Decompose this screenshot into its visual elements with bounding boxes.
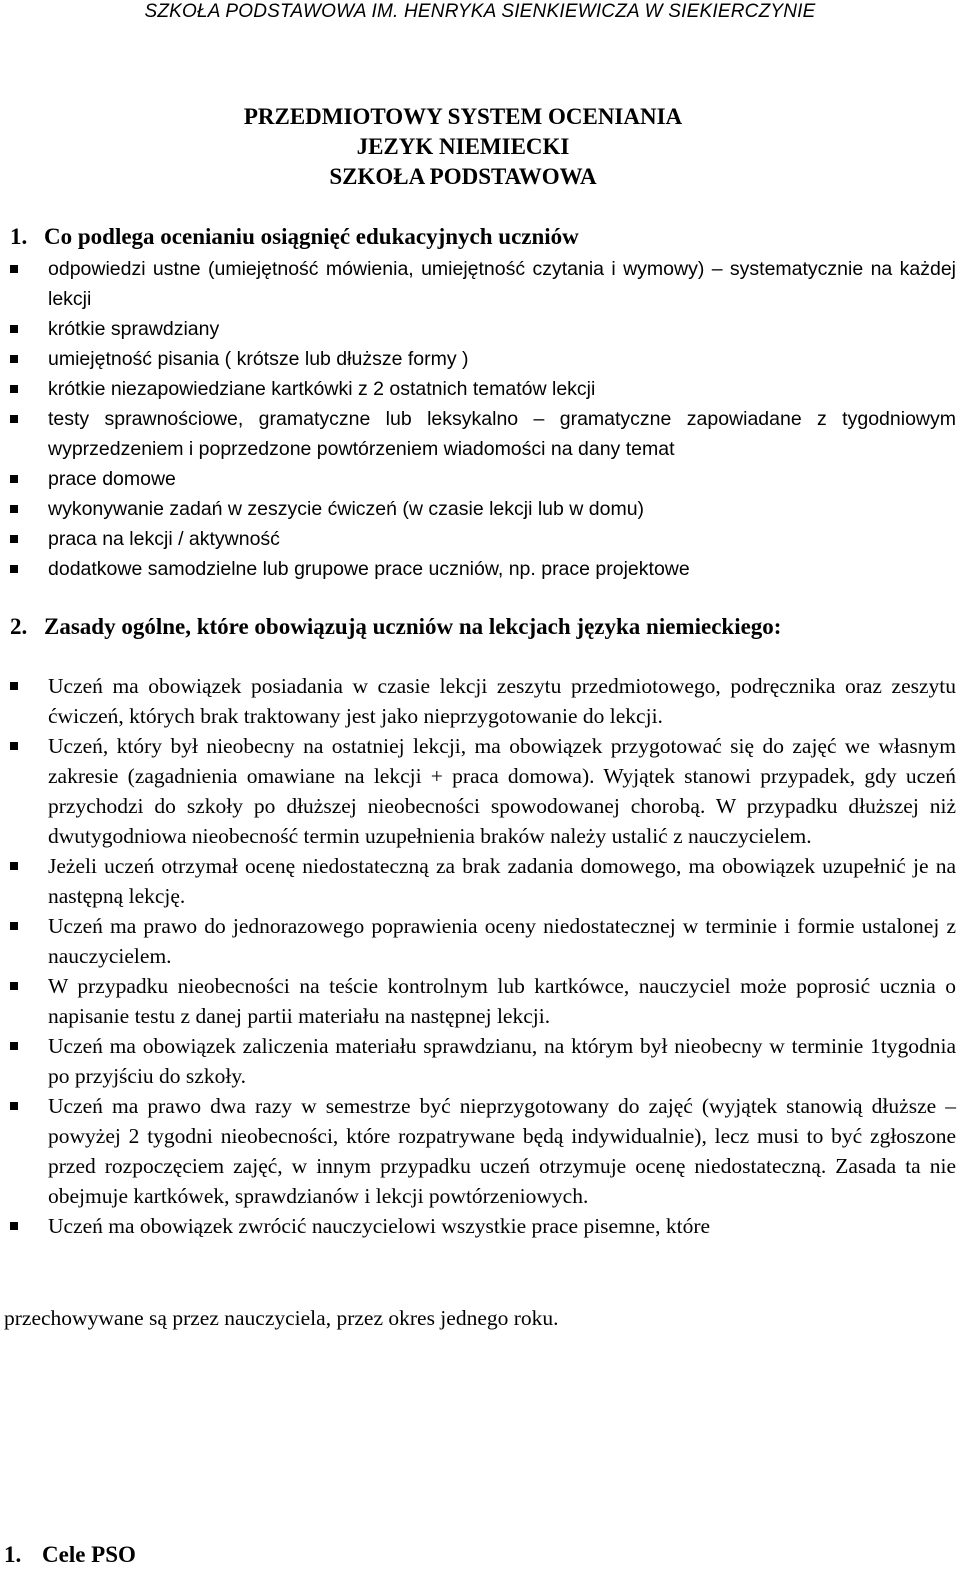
list-item: W przypadku nieobecności na teście kontrolnym lub kartkówce, nauczyciel może poprosić ucznia o napisanie testu z danej partii materiału na następnej lekcji. [0, 971, 960, 1031]
section-1-list [0, 254, 960, 584]
next-section-title: Cele PSO [42, 1542, 136, 1567]
square-bullet-icon [10, 922, 18, 930]
square-bullet-icon [10, 505, 18, 513]
list-item: odpowiedzi ustne (umiejętność mówienia, umiejętność czytania i wymowy) – systematycznie na każdej lekcji [0, 254, 960, 314]
square-bullet-icon [10, 1222, 18, 1230]
next-section-number: 1. [4, 1542, 22, 1567]
list-item: Uczeń ma prawo dwa razy w semestrze być nieprzygotowany do zajęć (wyjątek stanowią dłuższe – powyżej 2 tygodni nieobecności, które rozpatrywane będą indywidualnie), lecz musi to być zgłoszone przed rozpoczęciem zajęć, w innym przypadku uczeń otrzymuje ocenę niedostateczną. Zasada ta nie obejmuje kartkówek, sprawdzianów i lekcji powtórzeniowych. [0, 1091, 960, 1211]
list-item: testy sprawnościowe, gramatyczne lub leksykalno – gramatyczne zapowiadane z tygodniowym wyprzedzeniem i poprzedzone powtórzeniem wiadomości na dany temat [0, 404, 960, 464]
title-line-1: PRZEDMIOTOWY SYSTEM OCENIANIA [243, 104, 683, 129]
square-bullet-icon [10, 475, 18, 483]
square-bullet-icon [10, 355, 18, 363]
list-item: krótkie sprawdziany [0, 314, 960, 344]
section-2-tail-text: przechowywane są przez nauczyciela, przez okres jednego roku. [4, 1306, 559, 1330]
next-section-heading [4, 1540, 136, 1570]
section-1-heading [10, 222, 579, 252]
section-1-title: Co podlega ocenianiu osiągnięć edukacyjnych uczniów [44, 224, 579, 249]
list-item: dodatkowe samodzielne lub grupowe prace uczniów, np. prace projektowe [0, 554, 960, 584]
square-bullet-icon [10, 325, 18, 333]
square-bullet-icon [10, 742, 18, 750]
square-bullet-icon [10, 415, 18, 423]
list-item: Uczeń ma obowiązek zwrócić nauczycielowi wszystkie prace pisemne, które [0, 1211, 960, 1241]
list-item: Uczeń ma obowiązek zaliczenia materiału sprawdzianu, na którym był nieobecny w terminie 1tygodnia po przyjściu do szkoły. [0, 1031, 960, 1091]
list-item: Uczeń ma obowiązek posiadania w czasie lekcji zeszytu przedmiotowego, podręcznika oraz zeszytu ćwiczeń, których brak traktowany jest jako nieprzygotowanie do lekcji. [0, 671, 960, 731]
section-2-list [0, 671, 960, 1241]
list-item: Uczeń ma prawo do jednorazowego poprawienia oceny niedostatecznej w terminie i formie ustalonej z nauczycielem. [0, 911, 960, 971]
square-bullet-icon [10, 1042, 18, 1050]
square-bullet-icon [10, 1102, 18, 1110]
list-item: prace domowe [0, 464, 960, 494]
square-bullet-icon [10, 862, 18, 870]
title-line-3: SZKOŁA PODSTAWOWA [329, 164, 597, 189]
list-item: Uczeń, który był nieobecny na ostatniej lekcji, ma obowiązek przygotować się do zajęć we własnym zakresie (zagadnienia omawiane na lekcji + praca domowa). Wyjątek stanowi przypadek, gdy uczeń przychodzi do szkoły po dłuższej nieobecności spowodowanej chorobą. W przypadku dłuższej niż dwutygodniowa nieobecność termin uzupełnienia braków należy ustalić z nauczycielem. [0, 731, 960, 851]
list-item: wykonywanie zadań w zeszycie ćwiczeń (w czasie lekcji lub w domu) [0, 494, 960, 524]
section-1-number: 1. [10, 224, 28, 249]
document-title [0, 102, 926, 192]
section-2-heading [10, 612, 781, 642]
square-bullet-icon [10, 535, 18, 543]
square-bullet-icon [10, 565, 18, 573]
title-line-2: JEZYK NIEMIECKI [356, 134, 570, 159]
section-2-number: 2. [10, 614, 28, 639]
square-bullet-icon [10, 385, 18, 393]
list-item: Jeżeli uczeń otrzymał ocenę niedostateczną za brak zadania domowego, ma obowiązek uzupełnić je na następną lekcję. [0, 851, 960, 911]
list-item: krótkie niezapowiedziane kartkówki z 2 ostatnich tematów lekcji [0, 374, 960, 404]
square-bullet-icon [10, 982, 18, 990]
square-bullet-icon [10, 682, 18, 690]
list-item: umiejętność pisania ( krótsze lub dłuższe formy ) [0, 344, 960, 374]
square-bullet-icon [10, 265, 18, 273]
school-header: SZKOŁA PODSTAWOWA IM. HENRYKA SIENKIEWICZA W SIEKIERCZYNIE [144, 1, 816, 22]
section-2-title: Zasady ogólne, które obowiązują uczniów na lekcjach języka niemieckiego: [44, 614, 782, 639]
list-item: praca na lekcji / aktywność [0, 524, 960, 554]
